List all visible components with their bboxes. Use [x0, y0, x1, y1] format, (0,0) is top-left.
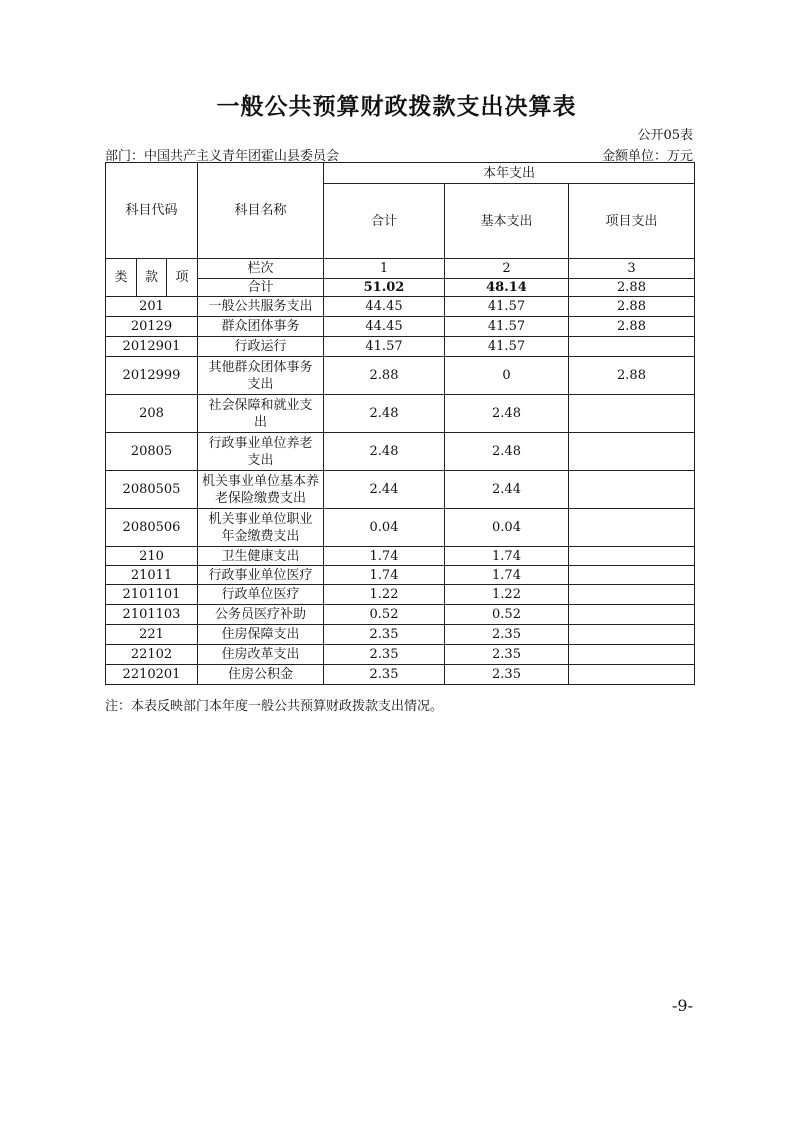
row-name: 住房保障支出: [198, 625, 324, 645]
row-project: [569, 337, 695, 357]
table-row: [106, 395, 695, 433]
row-name: [198, 509, 324, 547]
row-total: 44.45: [324, 297, 445, 317]
row-code: 2080505: [106, 471, 198, 509]
row-basic: 41.57: [445, 297, 569, 317]
expenditure-table: [105, 162, 695, 685]
department-label: 部门：中国共产主义青年团霍山县委员会: [105, 149, 340, 164]
row-project: 2.88: [569, 357, 695, 395]
row-basic: 2.35: [445, 645, 569, 665]
unit-label: 金额单位：万元: [601, 149, 693, 164]
row-project: [569, 585, 695, 605]
row-name: 行政单位医疗: [198, 585, 324, 605]
row-code: 210: [106, 547, 198, 566]
row-project: [569, 547, 695, 566]
row-code: 21011: [106, 566, 198, 585]
row-total: 44.45: [324, 317, 445, 337]
column-number-2: 2: [445, 259, 569, 279]
header-total: 合计: [324, 184, 445, 259]
row-project: [569, 395, 695, 433]
header-code: 科目代码: [106, 163, 198, 259]
header-xiang: 项: [167, 259, 198, 297]
row-total: 1.74: [324, 547, 445, 566]
table-row: [106, 585, 695, 605]
row-name: [198, 433, 324, 471]
row-total: 2.35: [324, 625, 445, 645]
row-code: 2210201: [106, 665, 198, 685]
row-project: [569, 645, 695, 665]
row-total: 2.35: [324, 665, 445, 685]
header-basic: 基本支出: [445, 184, 569, 259]
row-total: 0.04: [324, 509, 445, 547]
header-current-year: 本年支出: [324, 163, 695, 184]
row-name: 公务员医疗补助: [198, 605, 324, 625]
total-row-basic: 48.14: [445, 279, 569, 297]
row-project: 2.88: [569, 297, 695, 317]
total-row-total: 51.02: [324, 279, 445, 297]
row-basic: 1.74: [445, 547, 569, 566]
row-total: 2.48: [324, 433, 445, 471]
row-name: 住房改革支出: [198, 645, 324, 665]
row-basic: 1.22: [445, 585, 569, 605]
row-name-text: 机关事业单位基本养老保险缴费支出: [201, 473, 319, 506]
row-name: [198, 395, 324, 433]
row-basic: 2.35: [445, 665, 569, 685]
row-code: 20129: [106, 317, 198, 337]
row-name: 住房公积金: [198, 665, 324, 685]
row-project: [569, 433, 695, 471]
column-number-1: 1: [324, 259, 445, 279]
table-row: [106, 665, 695, 685]
row-code: 22102: [106, 645, 198, 665]
table-row: [106, 433, 695, 471]
row-basic: 2.44: [445, 471, 569, 509]
row-basic: 0: [445, 357, 569, 395]
row-code: 208: [106, 395, 198, 433]
table-note: 注：本表反映部门本年度一般公共预算财政拨款支出情况。: [105, 699, 444, 714]
row-total: 1.74: [324, 566, 445, 585]
column-number-3: 3: [569, 259, 695, 279]
row-code: 2101103: [106, 605, 198, 625]
table-row: [106, 297, 695, 317]
page-number: -9-: [672, 996, 693, 1015]
row-basic: 41.57: [445, 337, 569, 357]
row-code: 221: [106, 625, 198, 645]
row-name: [198, 357, 324, 395]
row-project: [569, 509, 695, 547]
row-name: [198, 471, 324, 509]
row-project: [569, 665, 695, 685]
header-lei: 类: [106, 259, 137, 297]
row-project: [569, 605, 695, 625]
header-name: 科目名称: [198, 163, 324, 259]
row-project: 2.88: [569, 317, 695, 337]
row-name-text: 机关事业单位职业年金缴费支出: [208, 511, 313, 544]
row-name: 卫生健康支出: [198, 547, 324, 566]
table-row: [106, 317, 695, 337]
row-total: 41.57: [324, 337, 445, 357]
row-basic: 2.48: [445, 433, 569, 471]
row-name-text: 其他群众团体事务支出: [208, 359, 313, 392]
row-project: [569, 625, 695, 645]
row-total: 2.88: [324, 357, 445, 395]
row-name: 一般公共服务支出: [198, 297, 324, 317]
row-basic: 1.74: [445, 566, 569, 585]
table-row: [106, 471, 695, 509]
table-row: [106, 645, 695, 665]
header-project: 项目支出: [569, 184, 695, 259]
table-row: [106, 509, 695, 547]
total-row-label: 合计: [198, 279, 324, 297]
row-total: 2.48: [324, 395, 445, 433]
row-basic: 2.35: [445, 625, 569, 645]
row-code: 201: [106, 297, 198, 317]
row-name: 行政事业单位医疗: [198, 566, 324, 585]
row-code: 2012999: [106, 357, 198, 395]
row-total: 1.22: [324, 585, 445, 605]
total-row-project: 2.88: [569, 279, 695, 297]
row-code: 2012901: [106, 337, 198, 357]
row-name-text: 社会保障和就业支出: [208, 397, 313, 430]
table-row: [106, 566, 695, 585]
row-project: [569, 471, 695, 509]
column-number-label: 栏次: [198, 259, 324, 279]
header-kuan: 款: [137, 259, 167, 297]
row-name: 群众团体事务: [198, 317, 324, 337]
row-total: 2.44: [324, 471, 445, 509]
table-row: [106, 605, 695, 625]
row-name-text: 行政事业单位养老支出: [208, 435, 313, 468]
row-basic: 41.57: [445, 317, 569, 337]
row-code: 20805: [106, 433, 198, 471]
row-code: 2101101: [106, 585, 198, 605]
page-title: 一般公共预算财政拨款支出决算表: [216, 94, 577, 120]
row-total: 2.35: [324, 645, 445, 665]
table-row: [106, 625, 695, 645]
table-row: [106, 547, 695, 566]
table-row: [106, 357, 695, 395]
row-total: 0.52: [324, 605, 445, 625]
form-number: 公开05表: [637, 128, 693, 143]
row-basic: 2.48: [445, 395, 569, 433]
row-name: 行政运行: [198, 337, 324, 357]
row-project: [569, 566, 695, 585]
row-basic: 0.52: [445, 605, 569, 625]
row-basic: 0.04: [445, 509, 569, 547]
table-row: [106, 337, 695, 357]
row-code: 2080506: [106, 509, 198, 547]
